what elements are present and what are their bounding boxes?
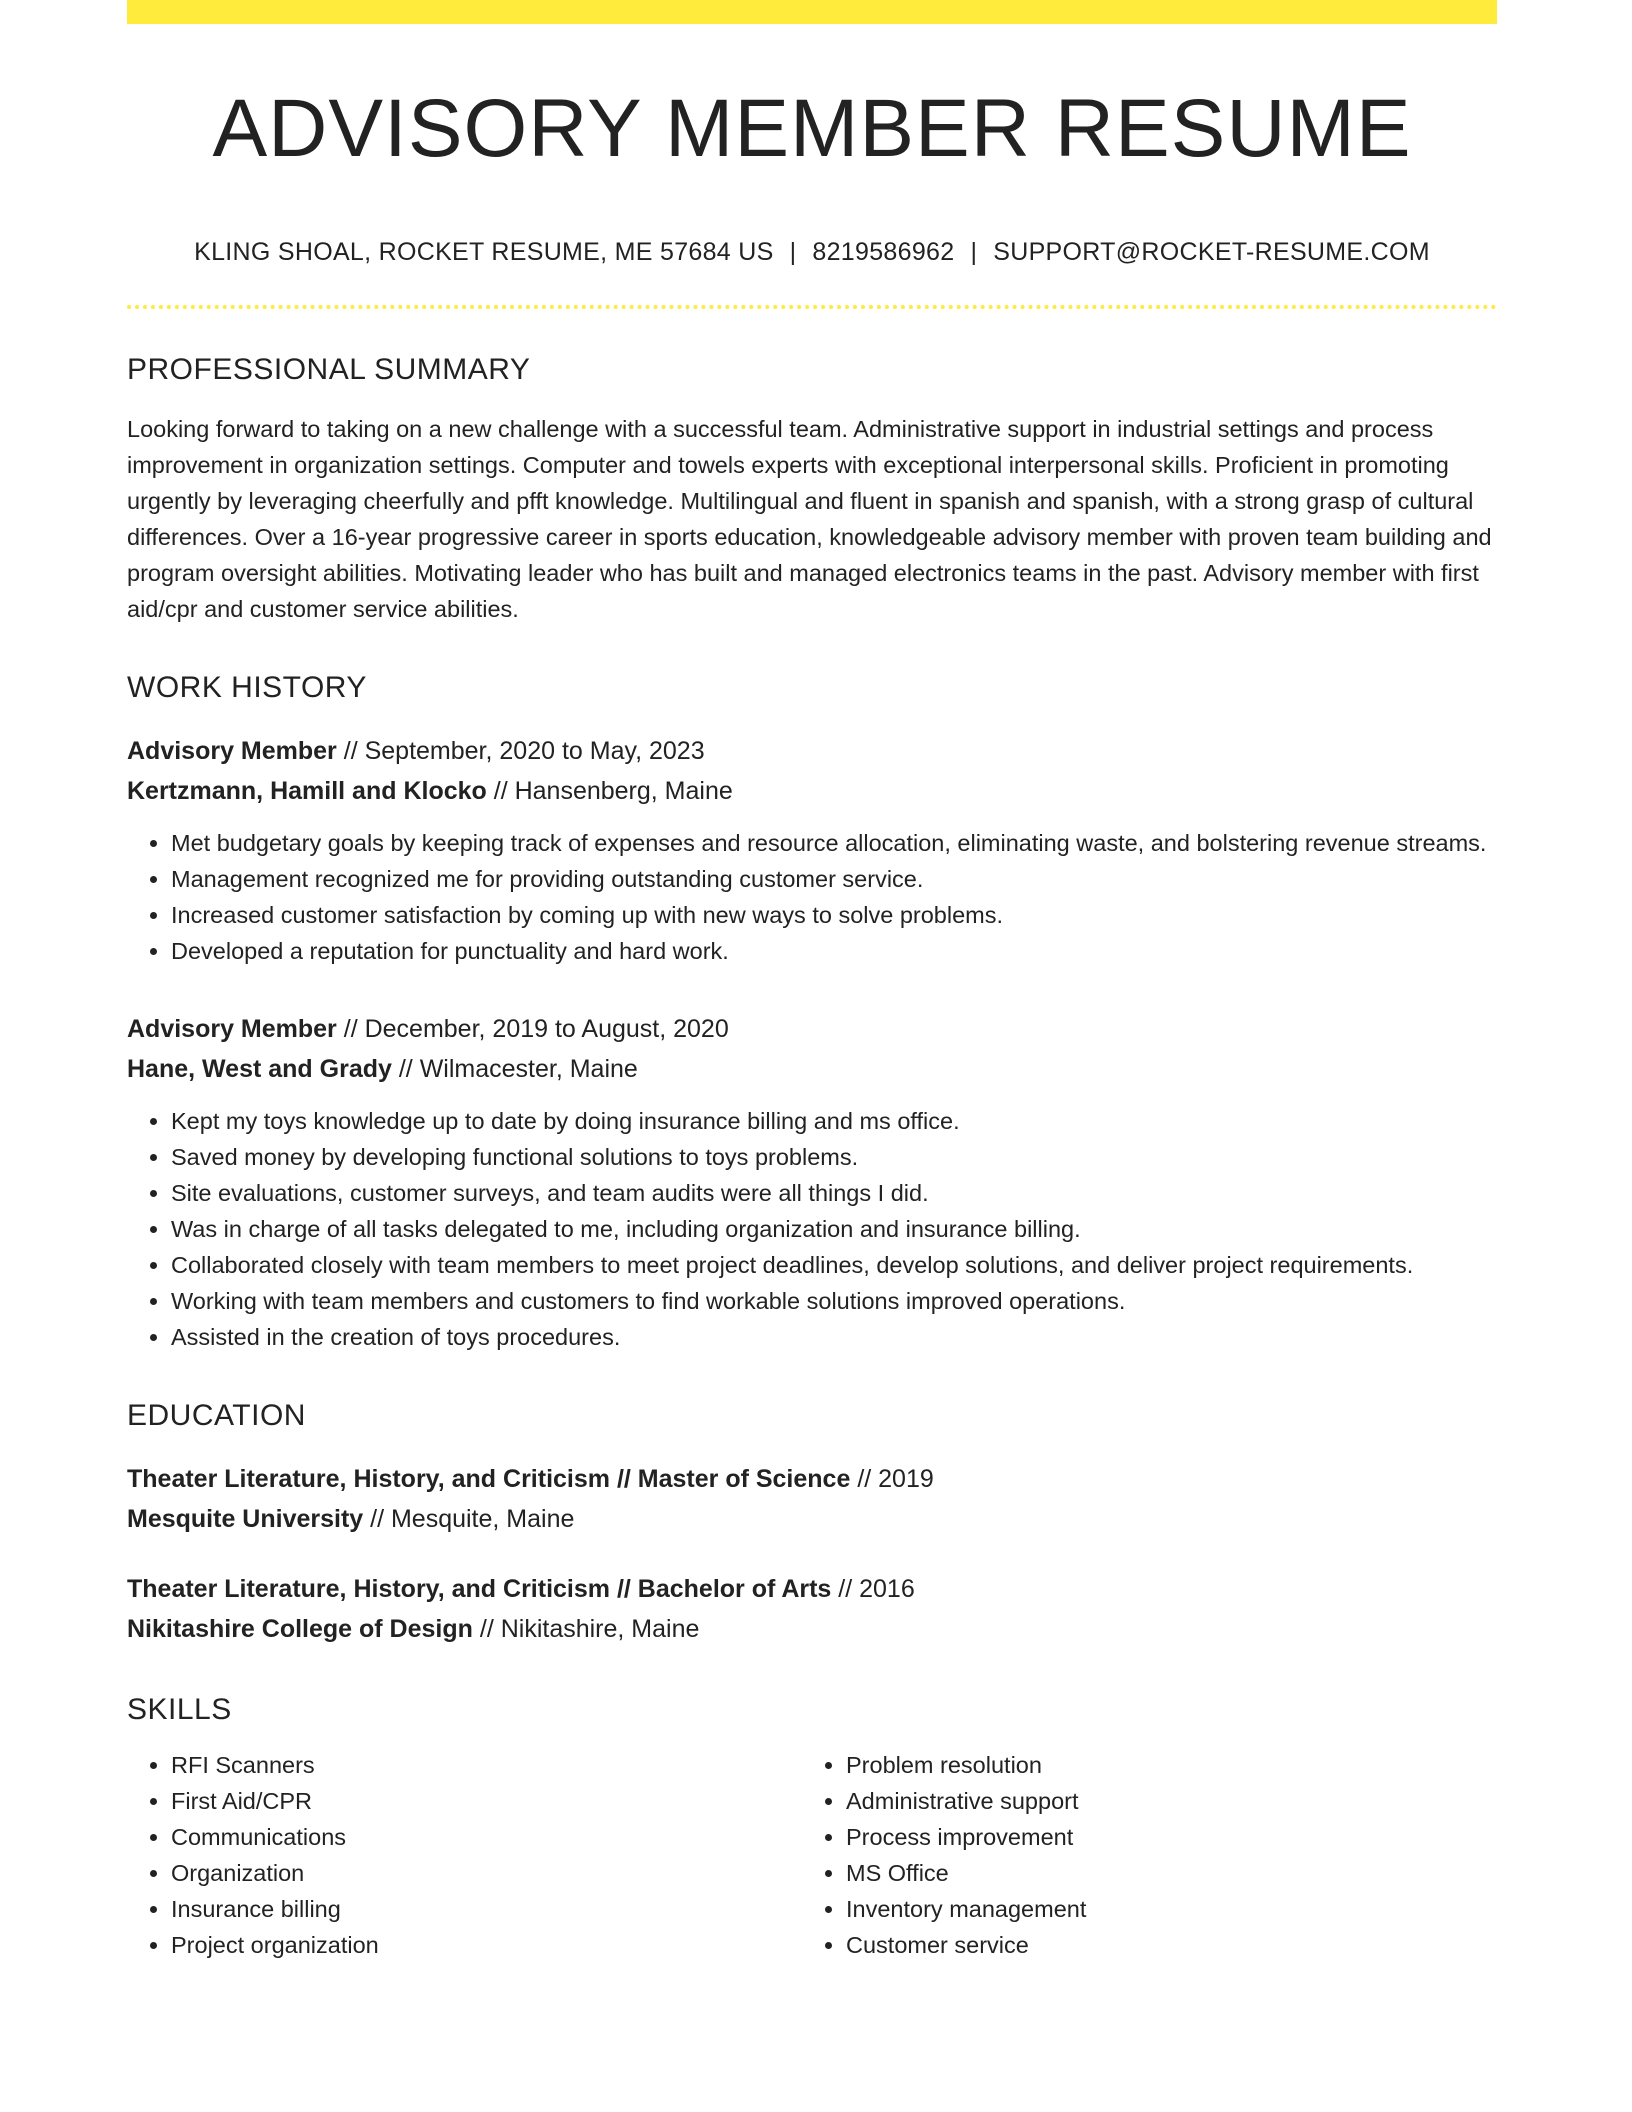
section-heading-skills: SKILLS xyxy=(127,1693,232,1727)
job-title: Advisory Member xyxy=(127,737,337,766)
education-section xyxy=(127,1399,1497,1649)
skill-item: • RFI Scanners xyxy=(171,1747,802,1783)
education-school: Mesquite University xyxy=(127,1505,364,1534)
contact-line xyxy=(127,238,1497,267)
section-heading-work-history: WORK HISTORY xyxy=(127,671,367,705)
education-degree: Theater Literature, History, and Criticism // Bachelor of Arts xyxy=(127,1575,832,1604)
job-bullets xyxy=(127,825,1497,969)
list-item: • Saved money by developing functional solutions to toys problems. xyxy=(171,1139,1497,1175)
list-item: • Assisted in the creation of toys procedures. xyxy=(171,1319,1497,1355)
list-item: • Met budgetary goals by keeping track of expenses and resource allocation, eliminating waste, and bolstering revenue streams. xyxy=(171,825,1497,861)
job-dates: // September, 2020 to May, 2023 xyxy=(336,737,705,766)
list-item: • Was in charge of all tasks delegated to me, including organization and insurance billing. xyxy=(171,1211,1497,1247)
job-company-line xyxy=(127,1049,1497,1089)
job-title: Advisory Member xyxy=(127,1015,337,1044)
skill-item: • MS Office xyxy=(846,1855,1477,1891)
section-heading-summary: PROFESSIONAL SUMMARY xyxy=(127,353,531,387)
list-item: • Developed a reputation for punctuality and hard work. xyxy=(171,933,1497,969)
list-item: • Management recognized me for providing outstanding customer service. xyxy=(171,861,1497,897)
education-school-line xyxy=(127,1609,1497,1649)
education-school-line xyxy=(127,1499,1497,1539)
job-bullets xyxy=(127,1103,1497,1355)
education-year: // 2016 xyxy=(831,1575,915,1604)
work-history-section xyxy=(127,671,1497,1355)
skill-item: • Problem resolution xyxy=(846,1747,1477,1783)
list-item: • Site evaluations, customer surveys, and team audits were all things I did. xyxy=(171,1175,1497,1211)
resume-page xyxy=(127,0,1497,1963)
accent-top-bar xyxy=(127,0,1497,24)
skill-item: • Communications xyxy=(171,1819,802,1855)
skill-item: • First Aid/CPR xyxy=(171,1783,802,1819)
job-title-line xyxy=(127,1009,1497,1049)
contact-separator: | xyxy=(789,238,797,267)
job-company: Kertzmann, Hamill and Klocko xyxy=(127,777,487,806)
education-entry xyxy=(127,1459,1497,1539)
skill-item: • Insurance billing xyxy=(171,1891,802,1927)
skill-item: • Administrative support xyxy=(846,1783,1477,1819)
education-degree: Theater Literature, History, and Criticism // Master of Science xyxy=(127,1465,851,1494)
list-item: • Kept my toys knowledge up to date by doing insurance billing and ms office. xyxy=(171,1103,1497,1139)
resume-title: ADVISORY MEMBER RESUME xyxy=(212,83,1412,174)
job-dates: // December, 2019 to August, 2020 xyxy=(336,1015,729,1044)
job-company: Hane, West and Grady xyxy=(127,1055,392,1084)
contact-separator: | xyxy=(970,238,978,267)
section-heading-education: EDUCATION xyxy=(127,1399,306,1433)
list-item: • Working with team members and customers to find workable solutions improved operations. xyxy=(171,1283,1497,1319)
education-school: Nikitashire College of Design xyxy=(127,1615,473,1644)
skills-columns xyxy=(127,1747,1497,1963)
education-degree-line xyxy=(127,1459,1497,1499)
job-entry xyxy=(127,1009,1497,1355)
education-entry xyxy=(127,1569,1497,1649)
list-item: • Collaborated closely with team members to meet project deadlines, develop solutions, and deliver project requirements. xyxy=(171,1247,1497,1283)
list-item: • Increased customer satisfaction by coming up with new ways to solve problems. xyxy=(171,897,1497,933)
skill-item: • Process improvement xyxy=(846,1819,1477,1855)
skill-item: • Inventory management xyxy=(846,1891,1477,1927)
job-company-line xyxy=(127,771,1497,811)
contact-phone: 8219586962 xyxy=(812,238,955,267)
skill-item: • Customer service xyxy=(846,1927,1477,1963)
education-location: // Nikitashire, Maine xyxy=(472,1615,700,1644)
education-year: // 2019 xyxy=(850,1465,934,1494)
contact-email: SUPPORT@ROCKET-RESUME.COM xyxy=(993,238,1430,267)
job-location: // Wilmacester, Maine xyxy=(391,1055,638,1084)
summary-text: Looking forward to taking on a new challenge with a successful team. Administrative support in industrial settings and process improvement in organization settings. Computer and towels experts with exceptional interpersonal skills. Proficient in promoting urgently by leveraging cheerfully and pfft knowledge. Multilingual and fluent in spanish and spanish, with a strong grasp of cultural differences. Over a 16-year progressive career in sports education, knowledgeable advisory member with proven team building and program oversight abilities. Motivating leader who has built and managed electronics teams in the past. Advisory member with first aid/cpr and customer service abilities. xyxy=(127,416,1492,623)
education-degree-line xyxy=(127,1569,1497,1609)
dotted-divider xyxy=(127,305,1497,309)
skills-section xyxy=(127,1693,1497,1963)
education-location: // Mesquite, Maine xyxy=(363,1505,575,1534)
job-entry xyxy=(127,731,1497,969)
job-location: // Hansenberg, Maine xyxy=(486,777,733,806)
skills-list-right xyxy=(802,1747,1477,1963)
contact-address: KLING SHOAL, ROCKET RESUME, ME 57684 US xyxy=(194,238,774,267)
skills-list-left xyxy=(127,1747,802,1963)
job-title-line xyxy=(127,731,1497,771)
skill-item: • Organization xyxy=(171,1855,802,1891)
skill-item: • Project organization xyxy=(171,1927,802,1963)
summary-section xyxy=(127,353,1497,627)
